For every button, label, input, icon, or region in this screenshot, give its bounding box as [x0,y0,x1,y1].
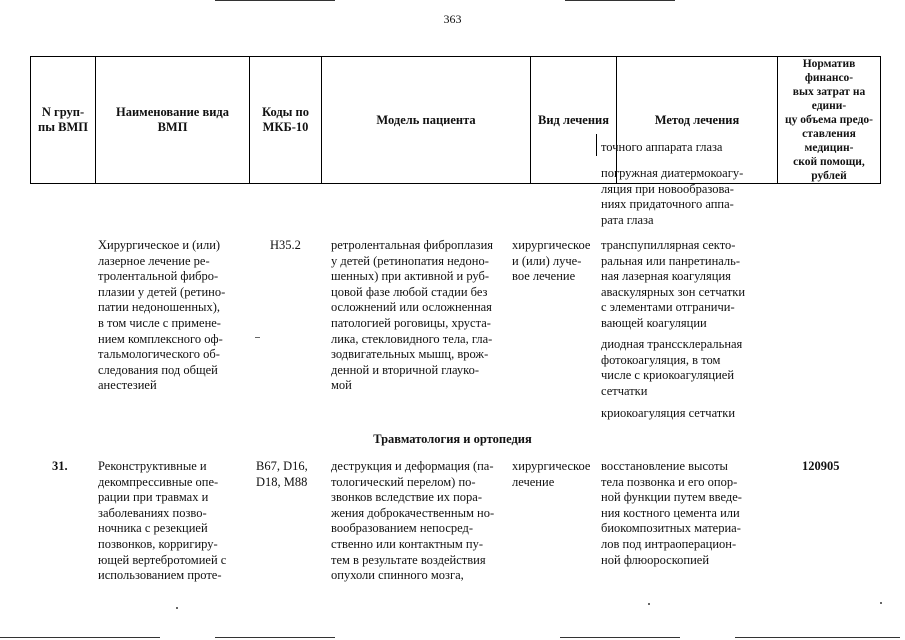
header-name: Наименование вида ВМП [96,57,250,184]
continued-method-2: погружная диатермокоагу- ляция при новообразова- ниях придаточного аппа- рата глаза [601,166,744,227]
page-number: 363 [443,12,462,26]
row1-treatment: хирургическое и (или) луче- вое лечение [512,238,591,284]
top-edge-line [565,0,675,1]
scan-speck [176,607,178,609]
section-title: Травматология и ортопедия [373,432,532,446]
row2-codes: B67, D16, D18, M88 [256,459,308,489]
header-codes: Коды по МКБ-10 [250,57,322,184]
row2-model: деструкция и деформация (па- тологический перелом) по- звонков вследствие их пора- жения доброкачественным но- вообразованием непосред- ственно или контактным пу- тем в результате воздействия опухоли спинного мозга, [331,459,495,583]
row1-method-3: криокоагуляция сетчатки [601,406,736,420]
row1-model: ретролентальная фиброплазия у детей (ретинопатия недоно- шенных) при активной и руб- цовой фазе любой стадии без осложнений или осложненная патологией роговицы, хруста- лика, стекловидного тела, гла- зодвигательных мышц, врож- денной и вторичной глауко- мой [331,238,494,393]
row1-codes: H35.2 [270,238,301,252]
method-column-border [596,134,597,156]
scan-speck [880,602,882,604]
scan-speck [255,337,260,338]
top-edge-line [215,0,335,1]
row2-method: восстановление высоты тела позвонка и его опор- ной функции путем введе- ния костного цемента или биокомпозитных материа- лов под интраоперацион- ной флюороскопией [601,459,742,567]
row1-method-1: транспупиллярная секто- ральная или панретиналь- ная лазерная коагуляция аваскулярных зон сетчатки с элементами отграничи- вающей коагуляции [601,238,746,330]
bottom-edge-line [560,637,680,638]
bottom-edge-line [0,637,160,638]
row2-treatment: хирургическое лечение [512,459,591,489]
row2-norm: 120905 [802,459,840,473]
header-group: N груп- пы ВМП [31,57,96,184]
row1-name: Хирургическое и (или) лазерное лечение ре- тролентальной фибро- плазии у детей (ретино- патии недоношенных), в том числе с примене- нием комплексного оф- тальмологического об- следования под общей анестезией [98,238,226,393]
row2-name: Реконструктивные и декомпрессивные опе- рации при травмах и заболеваниях позво- ночника с резекцией позвонков, корригиру- ющей вертебротомией с использованием проте- [98,459,227,583]
continued-method-1: точного аппарата глаза [601,140,723,154]
header-norm: Норматив финансо- вых затрат на едини- цу объема предо- ставления медицин- ской помощи, рублей [778,57,881,184]
bottom-edge-line [215,637,335,638]
table-header [30,56,881,184]
header-method: Метод лечения [617,57,778,184]
bottom-edge-line [735,637,900,638]
header-treatment: Вид лечения [531,57,617,184]
header-model: Модель пациента [322,57,531,184]
row1-method-2: диодная транссклеральная фотокоагуляция, в том числе с криокоагуляцией сетчатки [601,337,743,398]
scan-speck [648,603,650,605]
row2-group: 31. [52,459,68,473]
